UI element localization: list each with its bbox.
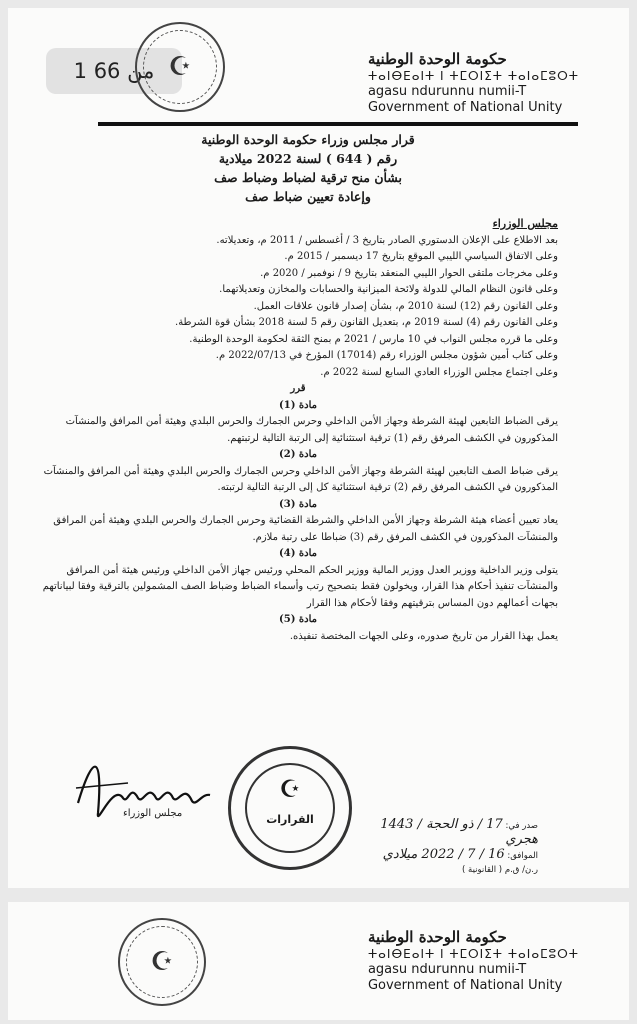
- title-line-2: رقم ( 644 ) لسنة 2022 ميلادية: [218, 151, 398, 166]
- council-heading: مجلس الوزراء: [492, 217, 558, 230]
- preamble-2: وعلى الاتفاق السياسي الليبي الموقع بتاريخ 17 ديسمبر / 2015 م.: [284, 251, 558, 262]
- preamble-3: وعلى مخرجات ملتقى الحوار الليبي المنعقد بتاريخ 9 / نوفمبر / 2020 م.: [260, 267, 558, 279]
- corresponding-label: الموافق:: [507, 851, 538, 861]
- decree-title: [118, 130, 498, 206]
- title-line-4: وإعادة تعيين ضباط صف: [245, 189, 371, 204]
- handwritten-signature: [68, 743, 218, 833]
- article-3-text: يعاد تعيين أعضاء هيئة الشرطة وجهاز الأمن الداخلي والشرطة القضائية وحرس الجمارك والحرس البلدي وهيئة أمن المرافق والمنشآت المذكورون في الكشف المرفق رقم (3) ضباطا على رتبة ملازم.: [53, 515, 558, 543]
- crescent-star-icon: ☪: [150, 947, 174, 977]
- article-5-text: يعمل بهذا القرار من تاريخ صدوره، وعلى الجهات المختصة تنفيذه.: [289, 630, 558, 642]
- preamble-6: وعلى القانون رقم (4) لسنة 2019 م، بتعديل القانون رقم 5 لسنة 2018 بشأن قوة الشرطة.: [175, 317, 558, 328]
- issued-hijri: 17 / ذو الحجة / 1443 هجري: [380, 817, 538, 847]
- government-seal: [118, 918, 206, 1006]
- article-5-heading: مادة (5): [278, 614, 317, 625]
- crescent-star-icon: ☪: [279, 775, 301, 803]
- preamble-8: وعلى كتاب أمين شؤون مجلس الوزراء رقم (17014) المؤرخ في 2022/07/13 م.: [215, 350, 558, 361]
- article-2-text: يرقى ضباط الصف التابعين لهيئة الشرطة وجهاز الأمن الداخلي وحرس الجمارك والحرس البلدي وهيئة أمن المرافق والمنشآت المذكورون في الكشف المرفق رقم (2) ترقية استثنائية كل إلى الرتبة التالية لرتبته.: [43, 465, 558, 493]
- preamble-9: وعلى اجتماع مجلس الوزراء العادي السابع لسنة 2022 م.: [320, 366, 558, 378]
- government-header: [368, 928, 579, 994]
- issued-gregorian: 16 / 7 / 2022 ميلادي: [382, 847, 505, 862]
- government-header: [368, 50, 579, 116]
- gov-name-arabic: حكومة الوحدة الوطنية: [367, 50, 507, 68]
- preamble-1: بعد الاطلاع على الإعلان الدستوري الصادر بتاريخ 3 / أغسطس / 2011 م، وتعديلاته.: [216, 234, 558, 246]
- gov-name-arabic: حكومة الوحدة الوطنية: [367, 928, 507, 946]
- title-line-3: بشأن منح ترقية لضباط وضباط صف: [214, 170, 402, 185]
- gov-name-tifinagh: ⵜⴰⵏⴱⴹⴰⵏⵜ ⵏ ⵜⵎⵔⵏⵉⵜ ⵜⴰⵏⴰⵎⵓⵔⵜ: [367, 68, 579, 83]
- stamp-text: القرارات: [266, 813, 314, 826]
- gov-name-latin: agasu ndurunnu numii-T: [367, 83, 527, 99]
- reference-code: ر.ن/ ق.م ( القانونية ): [462, 865, 538, 875]
- preamble-4: وعلى قانون النظام المالي للدولة ولائحة الميزانية والحسابات والمخازن وتعديلاتهما.: [219, 284, 558, 295]
- decree-body: [38, 216, 558, 645]
- article-1-heading: مادة (1): [278, 399, 317, 411]
- document-page-1: [8, 8, 629, 888]
- article-2-heading: مادة (2): [278, 449, 317, 460]
- article-3-heading: مادة (3): [278, 498, 317, 510]
- official-stamp: [228, 746, 352, 870]
- gov-name-english: Government of National Unity: [367, 100, 563, 115]
- article-4-text: يتولى وزير الداخلية ووزير العدل ووزير المالية ووزير الحكم المحلي ورئيس جهاز الأمن الداخلي ورئيس هيئة أمن المرافق والمنشآت تنفيذ أحكام هذا القرار، ويخولون فقط بتصحيح رتب وأسماء الضباط وضباط الصف المشمولين بالترقية وفقا لبياناتهم بجهات أعمالهم دون المساس بترقيتهم وفقا لأحكام هذا القرار: [42, 564, 558, 609]
- gov-name-latin: agasu ndurunnu numii-T: [367, 961, 527, 977]
- preamble-5: وعلى القانون رقم (12) لسنة 2010 م، بشأن إصدار قانون علاقات العمل.: [253, 300, 558, 312]
- title-line-1: قرار مجلس وزراء حكومة الوحدة الوطنية: [201, 132, 415, 147]
- gov-name-english: Government of National Unity: [367, 978, 563, 993]
- issued-label: صدر في:: [505, 821, 538, 831]
- article-1-text: يرقى الضباط التابعين لهيئة الشرطة وجهاز الأمن الداخلي وحرس الجمارك والحرس البلدي وهيئة أمن المرافق والمنشآت المذكورون في الكشف المرفق رقم (1) ترقية استثنائية إلى الرتبة التالية لرتبتهم.: [65, 416, 558, 444]
- issue-dates: [378, 818, 538, 877]
- preamble-7: وعلى ما قرره مجلس النواب في 10 مارس / 2021 م بمنح الثقة لحكومة الوحدة الوطنية.: [189, 333, 558, 345]
- decided-heading: قرر: [290, 383, 306, 394]
- article-4-heading: مادة (4): [278, 548, 317, 559]
- gov-name-tifinagh: ⵜⴰⵏⴱⴹⴰⵏⵜ ⵏ ⵜⵎⵔⵏⵉⵜ ⵜⴰⵏⴰⵎⵓⵔⵜ: [367, 946, 579, 961]
- signature-label: مجلس الوزراء: [123, 808, 183, 819]
- crescent-star-icon: ☪: [168, 52, 192, 82]
- document-page-2: [8, 902, 629, 1020]
- header-rule: [98, 122, 578, 126]
- page-counter: 1 من 66: [46, 48, 182, 94]
- government-seal: [135, 22, 225, 112]
